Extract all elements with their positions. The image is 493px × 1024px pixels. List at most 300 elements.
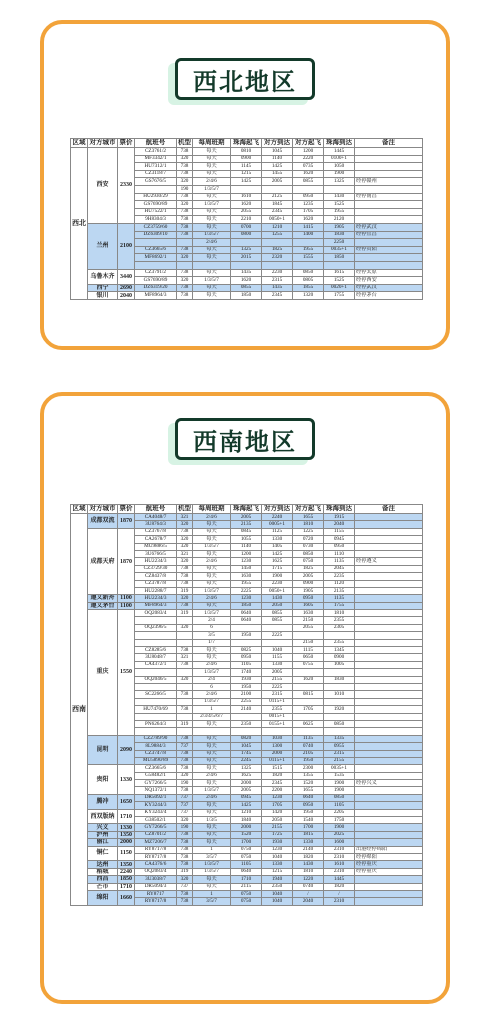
- column-header: 对方起飞: [293, 139, 324, 148]
- weekly-schedule-cell: 每天: [193, 246, 231, 254]
- remarks-cell: 经停重庆: [355, 861, 423, 868]
- destination-arrival-cell: 1820: [262, 772, 293, 779]
- zhuhai-departure-cell: 2140: [231, 706, 262, 713]
- remarks-cell: [355, 683, 423, 690]
- aircraft-type-cell: 738: [177, 750, 193, 757]
- table-row: [71, 610, 423, 617]
- aircraft-type-cell: 320: [177, 772, 193, 779]
- weekly-schedule-cell: 每天: [193, 757, 231, 764]
- city-cell: 兴义: [88, 824, 118, 831]
- zhuhai-departure-cell: [231, 239, 262, 247]
- price-cell: 2240: [118, 868, 135, 875]
- table-row: [71, 514, 423, 521]
- aircraft-type-cell: 738: [177, 528, 193, 535]
- city-cell: 达州: [88, 861, 118, 868]
- flight-number-cell: KY3244/3: [135, 802, 177, 809]
- zhuhai-arrival-cell: 2310: [324, 898, 355, 905]
- destination-departure-cell: 1355: [293, 772, 324, 779]
- zhuhai-arrival-cell: 2305: [324, 624, 355, 631]
- zhuhai-departure-cell: 2135: [231, 521, 262, 528]
- zhuhai-arrival-cell: 2045: [324, 565, 355, 572]
- destination-departure-cell: 0640: [293, 794, 324, 801]
- price-cell: 1100: [118, 602, 135, 609]
- weekly-schedule-cell: 1/3/5/7: [193, 587, 231, 594]
- price-cell: 3440: [118, 269, 135, 284]
- flight-number-cell: KY3243/4: [135, 809, 177, 816]
- remarks-cell: [355, 573, 423, 580]
- weekly-schedule-cell: 每天: [193, 839, 231, 846]
- remarks-cell: [355, 163, 423, 171]
- remarks-cell: [355, 550, 423, 557]
- column-header: 票价: [119, 504, 133, 512]
- city-cell: 芒市: [88, 883, 118, 890]
- remarks-cell: 经停南昌: [355, 193, 423, 201]
- aircraft-type-cell: 738: [177, 735, 193, 742]
- weekly-schedule-cell: 1/3/5/7: [193, 868, 231, 875]
- zhuhai-arrival-cell: 0950: [324, 543, 355, 550]
- weekly-schedule-cell: 每天: [193, 735, 231, 742]
- destination-departure-cell: 1520: [293, 780, 324, 787]
- flight-number-cell: [135, 669, 177, 676]
- zhuhai-departure-cell: 1950: [231, 683, 262, 690]
- zhuhai-departure-cell: [231, 713, 262, 720]
- aircraft-type-cell: 738: [177, 691, 193, 698]
- remarks-cell: [355, 617, 423, 624]
- flight-number-cell: CZ8285/6: [135, 647, 177, 654]
- weekly-schedule-cell: 1/3/5: [193, 817, 231, 824]
- aircraft-type-cell: 738: [177, 216, 193, 224]
- remarks-cell: [355, 610, 423, 617]
- flight-number-cell: DR5094/3: [135, 883, 177, 890]
- remarks-cell: 经停武汉: [355, 284, 423, 292]
- remarks-cell: [355, 543, 423, 550]
- remarks-cell: [355, 565, 423, 572]
- destination-arrival-cell: 2315: [262, 277, 293, 285]
- zhuhai-arrival-cell: 2315: [324, 750, 355, 757]
- zhuhai-arrival-cell: 1755: [324, 292, 355, 300]
- price-cell: 1710: [118, 883, 135, 890]
- flight-number-cell: OQ2396/5: [135, 624, 177, 631]
- destination-arrival-cell: 0855: [262, 610, 293, 617]
- destination-departure-cell: 1815: [293, 831, 324, 838]
- southwest-card: [40, 392, 450, 1004]
- aircraft-type-cell: 320: [177, 536, 193, 543]
- destination-departure-cell: 1655: [293, 514, 324, 521]
- flight-number-cell: HU7470/69: [135, 706, 177, 713]
- aircraft-type-cell: 738: [177, 757, 193, 764]
- zhuhai-departure-cell: [231, 624, 262, 631]
- zhuhai-arrival-cell: 1615: [324, 269, 355, 277]
- table-row: [71, 765, 423, 772]
- zhuhai-arrival-cell: 1900: [324, 170, 355, 178]
- zhuhai-departure-cell: 1710: [231, 876, 262, 883]
- table-row: [71, 292, 423, 300]
- destination-arrival-cell: 1040: [262, 898, 293, 905]
- zhuhai-departure-cell: 0750: [231, 898, 262, 905]
- flight-number-cell: CA4372/1: [135, 661, 177, 668]
- zhuhai-departure-cell: 1610: [231, 193, 262, 201]
- remarks-cell: 经停重庆: [355, 868, 423, 875]
- destination-arrival-cell: 1210: [262, 223, 293, 231]
- remarks-cell: [355, 765, 423, 772]
- destination-arrival-cell: 2345: [262, 780, 293, 787]
- destination-arrival-cell: 2315: [262, 691, 293, 698]
- destination-arrival-cell: 1725: [262, 831, 293, 838]
- flight-number-cell: [135, 639, 177, 646]
- aircraft-type-cell: 738: [177, 861, 193, 868]
- zhuhai-departure-cell: 2000: [231, 824, 262, 831]
- weekly-schedule-cell: 每天: [193, 155, 231, 163]
- aircraft-type-cell: 738: [177, 208, 193, 216]
- destination-arrival-cell: 1455: [262, 170, 293, 178]
- weekly-schedule-cell: 每天: [193, 883, 231, 890]
- destination-departure-cell: 0755: [293, 661, 324, 668]
- zhuhai-arrival-cell: 1135: [324, 595, 355, 602]
- aircraft-type-cell: 738: [177, 565, 193, 572]
- weekly-schedule-cell: 1: [193, 846, 231, 853]
- column-header: 备注: [355, 139, 423, 148]
- aircraft-type-cell: 738: [177, 898, 193, 905]
- destination-arrival-cell: 0855: [262, 617, 293, 624]
- destination-arrival-cell: [262, 185, 293, 193]
- flight-number-cell: DZ6319/20: [135, 284, 177, 292]
- weekly-schedule-cell: 3/5/7: [193, 898, 231, 905]
- flight-number-cell: CZ3665/6: [135, 765, 177, 772]
- destination-arrival-cell: 2200: [262, 787, 293, 794]
- zhuhai-departure-cell: 1740: [231, 669, 262, 676]
- zhuhai-arrival-cell: 1010: [324, 691, 355, 698]
- destination-departure-cell: 0950: [293, 802, 324, 809]
- flight-number-cell: PN6264/3: [135, 720, 177, 727]
- destination-arrival-cell: 1845: [262, 201, 293, 209]
- table-row: [71, 883, 423, 890]
- destination-departure-cell: 1810: [293, 521, 324, 528]
- zhuhai-arrival-cell: 0020+1: [324, 284, 355, 292]
- aircraft-type-cell: [177, 632, 193, 639]
- zhuhai-departure-cell: 1215: [231, 170, 262, 178]
- weekly-schedule-cell: 每天: [193, 750, 231, 757]
- destination-arrival-cell: 1420: [262, 809, 293, 816]
- column-header: 对方到达: [262, 505, 293, 514]
- zhuhai-departure-cell: 2255: [231, 698, 262, 705]
- zhuhai-arrival-cell: 1005: [324, 661, 355, 668]
- destination-departure-cell: 1320: [293, 292, 324, 300]
- flight-number-cell: DZ6309/10: [135, 231, 177, 239]
- aircraft-type-cell: [177, 239, 193, 247]
- aircraft-type-cell: [177, 713, 193, 720]
- zhuhai-departure-cell: 1140: [231, 543, 262, 550]
- aircraft-type-cell: 320: [177, 624, 193, 631]
- weekly-schedule-cell: 每天: [193, 802, 231, 809]
- destination-arrival-cell: [262, 639, 293, 646]
- weekly-schedule-cell: 每天: [193, 284, 231, 292]
- zhuhai-departure-cell: [231, 261, 262, 269]
- weekly-schedule-cell: 1/3/5/7: [193, 231, 231, 239]
- remarks-cell: 经停赣州: [355, 178, 423, 186]
- destination-arrival-cell: 2125: [262, 193, 293, 201]
- aircraft-type-cell: 319: [177, 720, 193, 727]
- table-row: [71, 528, 423, 535]
- remarks-cell: 经停宜昌: [355, 231, 423, 239]
- column-header: 对方到达: [262, 139, 293, 148]
- flight-number-cell: 9H8304/3: [135, 216, 177, 224]
- flight-number-cell: GS7690/89: [135, 277, 177, 285]
- remarks-cell: [355, 720, 423, 727]
- destination-arrival-cell: 1825: [262, 246, 293, 254]
- flight-number-cell: CZ3791/2: [135, 269, 177, 277]
- weekly-schedule-cell: 每天: [193, 216, 231, 224]
- city-cell: 稻城: [88, 868, 118, 875]
- price-cell: 2330: [118, 148, 135, 224]
- zhuhai-arrival-cell: 1810: [324, 610, 355, 617]
- zhuhai-departure-cell: 1850: [231, 602, 262, 609]
- price-cell: 1660: [118, 890, 135, 905]
- remarks-cell: [355, 201, 423, 209]
- weekly-schedule-cell: 2/4/6: [193, 595, 231, 602]
- column-header: 珠海起飞: [231, 505, 262, 514]
- destination-departure-cell: 0855: [293, 178, 324, 186]
- destination-arrival-cell: 2005: [262, 178, 293, 186]
- destination-departure-cell: 0850: [293, 269, 324, 277]
- aircraft-type-cell: 321: [177, 550, 193, 557]
- remarks-cell: [355, 632, 423, 639]
- aircraft-type-cell: 738: [177, 231, 193, 239]
- zhuhai-arrival-cell: 2355: [324, 617, 355, 624]
- zhuhai-arrival-cell: 1900: [324, 780, 355, 787]
- zhuhai-departure-cell: 1200: [231, 550, 262, 557]
- remarks-cell: [355, 676, 423, 683]
- destination-departure-cell: 1700: [293, 824, 324, 831]
- zhuhai-arrival-cell: 1535: [324, 772, 355, 779]
- flight-number-cell: CA4048/7: [135, 514, 177, 521]
- remarks-cell: [355, 743, 423, 750]
- destination-departure-cell: 0650: [293, 654, 324, 661]
- table-row: [71, 595, 423, 602]
- destination-arrival-cell: 2240: [262, 514, 293, 521]
- weekly-schedule-cell: 2/4/6: [193, 772, 231, 779]
- destination-departure-cell: 0750: [293, 558, 324, 565]
- zhuhai-departure-cell: 1630: [231, 573, 262, 580]
- table-row: [71, 868, 423, 875]
- remarks-cell: [355, 624, 423, 631]
- zhuhai-departure-cell: 0700: [231, 223, 262, 231]
- flight-number-cell: [135, 261, 177, 269]
- remarks-cell: [355, 890, 423, 897]
- remarks-cell: [355, 794, 423, 801]
- remarks-cell: [355, 772, 423, 779]
- price-cell: 1330: [118, 765, 135, 795]
- weekly-schedule-cell: 每天: [193, 170, 231, 178]
- zhuhai-arrival-cell: 1445: [324, 876, 355, 883]
- city-cell: 西昌: [88, 876, 118, 883]
- price-cell: 1850: [118, 876, 135, 883]
- zhuhai-arrival-cell: 1610: [324, 861, 355, 868]
- flight-number-cell: 3U8048/7: [135, 654, 177, 661]
- city-cell: 腾冲: [88, 794, 118, 809]
- destination-arrival-cell: 2225: [262, 683, 293, 690]
- destination-arrival-cell: 2155: [262, 824, 293, 831]
- weekly-schedule-cell: 每天: [193, 602, 231, 609]
- weekly-schedule-cell: 每天: [193, 780, 231, 787]
- destination-arrival-cell: 2155: [262, 676, 293, 683]
- price-cell: 1870: [118, 528, 135, 595]
- zhuhai-arrival-cell: 1525: [324, 201, 355, 209]
- flight-number-cell: CZ3787/8: [135, 580, 177, 587]
- aircraft-type-cell: 320: [177, 876, 193, 883]
- zhuhai-arrival-cell: 1755: [324, 602, 355, 609]
- city-cell: 成都天府: [88, 528, 118, 595]
- destination-arrival-cell: 1155: [262, 654, 293, 661]
- destination-departure-cell: 1950: [293, 757, 324, 764]
- city-cell: 昆明: [88, 735, 118, 765]
- destination-arrival-cell: 1625: [262, 558, 293, 565]
- destination-arrival-cell: 1330: [262, 661, 293, 668]
- weekly-schedule-cell: 每天: [193, 521, 231, 528]
- table-row: [71, 839, 423, 846]
- weekly-schedule-cell: 1/3/5/7: [193, 669, 231, 676]
- table-row: [71, 824, 423, 831]
- destination-departure-cell: 0950: [293, 595, 324, 602]
- city-cell: 泸州: [88, 831, 118, 838]
- aircraft-type-cell: 320: [177, 817, 193, 824]
- destination-departure-cell: 2005: [293, 573, 324, 580]
- zhuhai-arrival-cell: 1105: [324, 802, 355, 809]
- southwest-title-badge: [175, 418, 315, 460]
- table-row: [71, 148, 423, 156]
- remarks-cell: [355, 876, 423, 883]
- destination-departure-cell: 0625: [293, 720, 324, 727]
- city-cell: 遵义新舟: [88, 595, 118, 602]
- destination-arrival-cell: 0050+1: [262, 587, 293, 594]
- zhuhai-arrival-cell: 2250: [324, 239, 355, 247]
- zhuhai-departure-cell: 2115: [231, 883, 262, 890]
- zhuhai-departure-cell: 0950: [231, 654, 262, 661]
- northwest-card: [40, 20, 450, 350]
- destination-departure-cell: 0805: [293, 277, 324, 285]
- weekly-schedule-cell: 1/7: [193, 639, 231, 646]
- flight-number-cell: G38502/1: [135, 817, 177, 824]
- zhuhai-arrival-cell: 1830: [324, 231, 355, 239]
- weekly-schedule-cell: 2/4/6: [193, 794, 231, 801]
- zhuhai-departure-cell: 0640: [231, 617, 262, 624]
- table-header-row: [71, 139, 423, 148]
- zhuhai-departure-cell: 0855: [231, 284, 262, 292]
- destination-arrival-cell: 1705: [262, 802, 293, 809]
- remarks-cell: [355, 185, 423, 193]
- aircraft-type-cell: 320: [177, 676, 193, 683]
- remarks-cell: [355, 528, 423, 535]
- table-row: [71, 861, 423, 868]
- destination-arrival-cell: 1140: [262, 155, 293, 163]
- destination-departure-cell: 1855: [293, 284, 324, 292]
- zhuhai-departure-cell: 2055: [231, 208, 262, 216]
- destination-arrival-cell: 2345: [262, 292, 293, 300]
- destination-arrival-cell: 1255: [262, 231, 293, 239]
- northwest-title-badge: [175, 58, 315, 100]
- weekly-schedule-cell: 每天: [193, 573, 231, 580]
- flight-number-cell: HU2288/7: [135, 587, 177, 594]
- weekly-schedule-cell: 每天: [193, 743, 231, 750]
- southwest-title: 西南地区: [175, 418, 315, 460]
- aircraft-type-cell: 190: [177, 780, 193, 787]
- aircraft-type-cell: 320: [177, 277, 193, 285]
- flight-number-cell: RY8717/8: [135, 846, 177, 853]
- zhuhai-departure-cell: 1045: [231, 743, 262, 750]
- destination-departure-cell: 2040: [293, 898, 324, 905]
- flight-number-cell: GS7676/5: [135, 178, 177, 186]
- destination-arrival-cell: 1300: [262, 743, 293, 750]
- flight-number-cell: OQ2046/5: [135, 676, 177, 683]
- column-header: 机型: [178, 504, 191, 512]
- zhuhai-arrival-cell: 1325: [324, 178, 355, 186]
- remarks-cell: 经停绵阳: [355, 853, 423, 860]
- zhuhai-departure-cell: 1625: [231, 772, 262, 779]
- destination-departure-cell: 0850: [293, 550, 324, 557]
- weekly-schedule-cell: 3/5/7: [193, 853, 231, 860]
- zhuhai-arrival-cell: 1525: [324, 277, 355, 285]
- city-cell: 兰州: [88, 223, 118, 269]
- destination-arrival-cell: 0015+1: [262, 713, 293, 720]
- destination-departure-cell: 1820: [293, 853, 324, 860]
- zhuhai-departure-cell: 0750: [231, 846, 262, 853]
- aircraft-type-cell: 738: [177, 292, 193, 300]
- remarks-cell: 经停西安: [355, 277, 423, 285]
- destination-departure-cell: 1620: [293, 216, 324, 224]
- flight-number-cell: 3U8764/3: [135, 521, 177, 528]
- zhuhai-departure-cell: 0820: [231, 735, 262, 742]
- region-cell: 西南: [71, 514, 88, 906]
- destination-departure-cell: 1620: [293, 676, 324, 683]
- price-cell: 2040: [118, 292, 135, 300]
- zhuhai-arrival-cell: 2205: [324, 809, 355, 816]
- destination-departure-cell: [293, 261, 324, 269]
- remarks-cell: [355, 691, 423, 698]
- weekly-schedule-cell: 每天: [193, 528, 231, 535]
- flight-number-cell: CZ3767/8: [135, 528, 177, 535]
- zhuhai-arrival-cell: [324, 698, 355, 705]
- zhuhai-departure-cell: 1425: [231, 178, 262, 186]
- destination-departure-cell: 1620: [293, 170, 324, 178]
- remarks-cell: [355, 728, 423, 735]
- zhuhai-departure-cell: 0750: [231, 853, 262, 860]
- zhuhai-departure-cell: 1425: [231, 802, 262, 809]
- aircraft-type-cell: 738: [177, 148, 193, 156]
- remarks-cell: [355, 787, 423, 794]
- zhuhai-departure-cell: 1840: [231, 817, 262, 824]
- aircraft-type-cell: 738: [177, 661, 193, 668]
- aircraft-type-cell: [177, 639, 193, 646]
- zhuhai-arrival-cell: 1050: [324, 163, 355, 171]
- southwest-schedule-table: [70, 504, 423, 906]
- flight-number-cell: MF8692/1: [135, 254, 177, 262]
- aircraft-type-cell: [177, 728, 193, 735]
- zhuhai-arrival-cell: 1335: [324, 735, 355, 742]
- destination-arrival-cell: 1230: [262, 794, 293, 801]
- zhuhai-arrival-cell: 2120: [324, 216, 355, 224]
- column-header: 航班号: [135, 139, 177, 148]
- weekly-schedule-cell: 每天: [193, 654, 231, 661]
- aircraft-type-cell: 738: [177, 223, 193, 231]
- destination-departure-cell: 2105: [293, 750, 324, 757]
- zhuhai-departure-cell: 1745: [231, 750, 262, 757]
- city-cell: 乌鲁木齐: [88, 269, 118, 284]
- destination-arrival-cell: 1045: [262, 148, 293, 156]
- northwest-title: 西北地区: [175, 58, 315, 100]
- price-cell: 1350: [118, 831, 135, 838]
- destination-departure-cell: [293, 632, 324, 639]
- destination-arrival-cell: 1030: [262, 735, 293, 742]
- table-row: [71, 809, 423, 816]
